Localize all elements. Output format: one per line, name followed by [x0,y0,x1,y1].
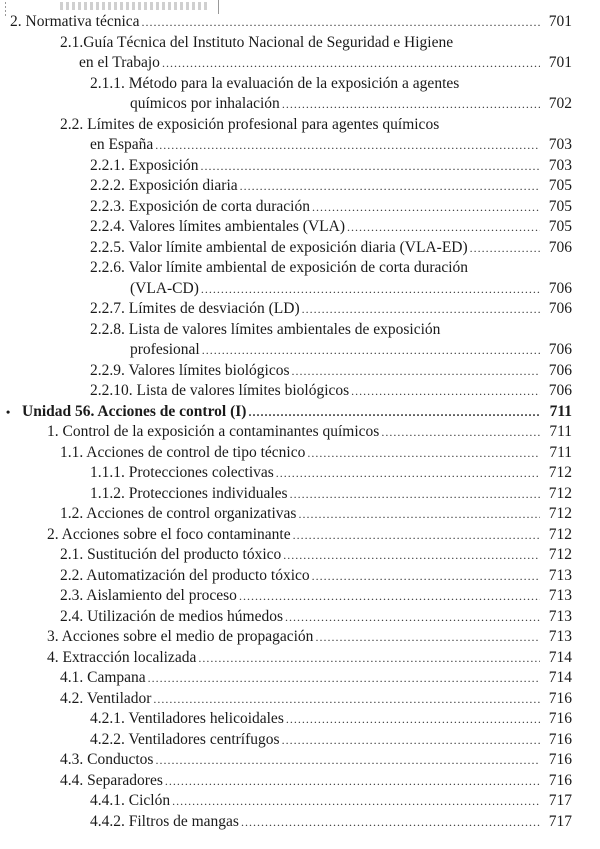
toc-entry-page: 706 [548,279,572,297]
toc-entry-page: 717 [548,792,572,809]
toc-entry-title: 2.2.9. Valores límites biológicos [90,361,290,379]
toc-entry-page: 702 [548,95,572,112]
toc-entry-page: 717 [548,812,572,830]
toc-entry-title: 4.2.2. Ventiladores centrífugos [90,730,280,748]
toc-entry-page: 711 [549,443,572,461]
toc-entry-page: 716 [548,751,572,768]
toc-entry [0,545,600,566]
toc-entry-page: 705 [548,197,572,215]
toc-entry [0,74,600,95]
dot-leader [315,627,540,648]
toc-entry-page: 705 [548,218,572,235]
dot-leader [283,545,540,566]
toc-entry [0,627,600,648]
toc-entry-page: 713 [548,566,572,584]
toc-entry-title: 1.2. Acciones de control organizativas [60,505,297,522]
toc-entry-page: 713 [548,607,572,625]
toc-entry [0,361,600,382]
dot-leader [312,566,540,587]
toc-entry-page: 716 [548,730,572,748]
toc-entry-title: 2. Acciones sobre el foco contaminante [47,525,291,543]
toc-entry [0,709,600,730]
dot-leader [291,361,540,382]
dot-leader [165,771,540,792]
dot-leader [240,176,540,197]
toc-entry-title: 4. Extracción localizada [47,648,197,666]
toc-entry-title: 2.2.3. Exposición de corta duración [90,197,310,215]
toc-entry-page: 713 [548,587,572,604]
dot-leader [286,709,540,730]
toc-entry [0,771,600,792]
toc-entry [0,525,600,546]
toc-entry-title: en el Trabajo [79,54,160,71]
toc-entry [0,135,600,156]
toc-entry-title: 1.1.1. Protecciones colectivas [90,464,274,481]
dot-leader [241,812,540,833]
toc-entry-page: 712 [548,505,572,522]
toc-entry-title: 2.2.7. Límites de desviación (LD) [90,300,300,317]
toc-entry-page: 711 [549,423,572,440]
toc-entry-title: 2.2. Automatización del producto tóxico [60,566,310,584]
toc-entry-title: 2.1.Guía Técnica del Instituto Nacional de Seguridad e Higiene [60,33,454,51]
toc-entry [0,279,600,300]
toc-entry-title: 2.3. Aislamiento del proceso [60,587,237,604]
toc-entry-page: 714 [548,648,572,666]
dot-leader [239,586,540,607]
toc-entry-page: 714 [548,669,572,686]
toc-entry-title: 1.1.2. Protecciones individuales [90,484,288,502]
toc-entry-title: 3. Acciones sobre el medio de propagación [47,628,314,645]
dot-leader [162,53,540,74]
dot-leader [172,791,540,812]
toc-entry-page: 701 [548,54,572,71]
toc-entry [0,443,600,464]
toc-entry-page: 712 [548,464,572,481]
dot-leader [155,750,540,771]
toc-entry [0,176,600,197]
toc-entry-page: 716 [548,689,572,707]
toc-entry [0,668,600,689]
toc-entry [0,238,600,259]
toc-entry-title: 4.4.2. Filtros de mangas [90,812,239,830]
toc-entry [0,299,600,320]
toc-entry [0,53,600,74]
toc-entry-title: 4.4.1. Ciclón [90,792,171,809]
toc-entry-page: 712 [548,484,572,502]
toc-entry-title: 4.1. Campana [60,669,146,686]
toc-entry [0,463,600,484]
dot-leader [282,94,540,115]
table-of-contents [0,12,600,832]
toc-entry-page: 711 [549,402,572,420]
toc-entry [0,94,600,115]
toc-entry-title: 2. Normativa técnica [10,13,140,30]
toc-entry-page: 712 [548,546,572,563]
dot-leader [293,525,540,546]
toc-entry-title: 2.2.4. Valores límites ambientales (VLA) [90,218,345,235]
toc-entry-title: 2.2.2. Exposición diaria [90,177,238,194]
dot-leader [351,381,540,402]
running-header-cut-off [60,2,210,10]
dot-leader [153,689,540,710]
toc-entry [0,381,600,402]
toc-entry-page: 716 [548,771,572,789]
toc-entry [0,33,600,54]
dot-leader [276,463,540,484]
toc-entry-title: 1.1. Acciones de control de tipo técnico [60,443,306,461]
toc-entry-title: en España [90,136,154,153]
toc-entry [0,12,600,33]
toc-entry [0,750,600,771]
dot-leader [201,156,541,177]
bullet-icon: • [6,404,11,419]
toc-entry [0,566,600,587]
toc-entry-title: 1. Control de la exposición a contaminantes químicos [47,423,380,440]
toc-entry [0,402,600,423]
toc-entry [0,730,600,751]
toc-entry [0,504,600,525]
toc-entry-title: 2.2.8. Lista de valores límites ambientales de exposición [90,320,441,338]
toc-entry-title: (VLA-CD) [130,279,199,297]
toc-entry [0,648,600,669]
dot-leader [285,607,540,628]
toc-entry-page: 706 [548,238,572,256]
dot-leader [155,135,540,156]
toc-entry-page: 706 [548,382,572,399]
toc-entry-title: 2.2. Límites de exposición profesional para agentes químicos [60,115,440,133]
toc-entry-page: 705 [548,177,572,194]
toc-entry-page: 712 [548,525,572,543]
toc-entry-page: 706 [548,361,572,379]
toc-entry-title: 2.2.6. Valor límite ambiental de exposición de corta duración [90,259,469,276]
toc-entry [0,607,600,628]
dot-leader [312,197,540,218]
toc-entry [0,197,600,218]
toc-entry-title: 2.2.5. Valor límite ambiental de exposición diaria (VLA-ED) [90,238,468,256]
toc-entry-title: químicos por inhalación [130,95,280,112]
toc-entry [0,689,600,710]
toc-entry-page: 706 [548,300,572,317]
toc-entry [0,812,600,833]
toc-entry-title: 2.2.1. Exposición [90,156,199,174]
toc-entry-page: 713 [548,628,572,645]
toc-entry-title: 4.4. Separadores [60,771,163,789]
toc-entry [0,586,600,607]
toc-entry [0,115,600,136]
toc-entry [0,258,600,279]
dot-leader [470,238,540,259]
toc-entry-title: 2.1. Sustitución del producto tóxico [60,546,282,563]
toc-entry [0,422,600,443]
toc-entry [0,484,600,505]
dot-leader [282,730,540,751]
toc-entry-page: 701 [548,13,572,30]
dot-leader [202,340,540,361]
dot-leader [302,299,540,320]
toc-entry-title: 4.2.1. Ventiladores helicoidales [90,710,284,727]
toc-entry-title: 2.2.10. Lista de valores límites biológicos [90,382,350,399]
dot-leader [201,279,540,300]
toc-entry [0,791,600,812]
toc-entry-title: Unidad 56. Acciones de control (I) [22,402,247,420]
dot-leader [148,668,540,689]
dot-leader [381,422,540,443]
toc-entry-page: 703 [548,136,572,153]
toc-entry-title: profesional [130,341,200,358]
dot-leader [142,12,540,33]
toc-entry-title: 2.4. Utilización de medios húmedos [60,607,283,625]
toc-entry-title: 4.3. Conductos [60,751,154,768]
toc-entry-page: 703 [548,156,572,174]
toc-entry-page: 716 [548,710,572,727]
toc-entry-title: 4.2. Ventilador [60,689,152,707]
toc-entry [0,217,600,238]
dot-leader [347,217,540,238]
toc-entry [0,156,600,177]
dot-leader [290,484,540,505]
toc-entry-title: 2.1.1. Método para la evaluación de la exposición a agentes [90,74,460,92]
toc-entry [0,340,600,361]
toc-entry [0,320,600,341]
dot-leader [307,443,540,464]
dot-leader [198,648,540,669]
dot-leader [298,504,540,525]
toc-entry-page: 706 [548,341,572,358]
dot-leader [248,402,540,423]
